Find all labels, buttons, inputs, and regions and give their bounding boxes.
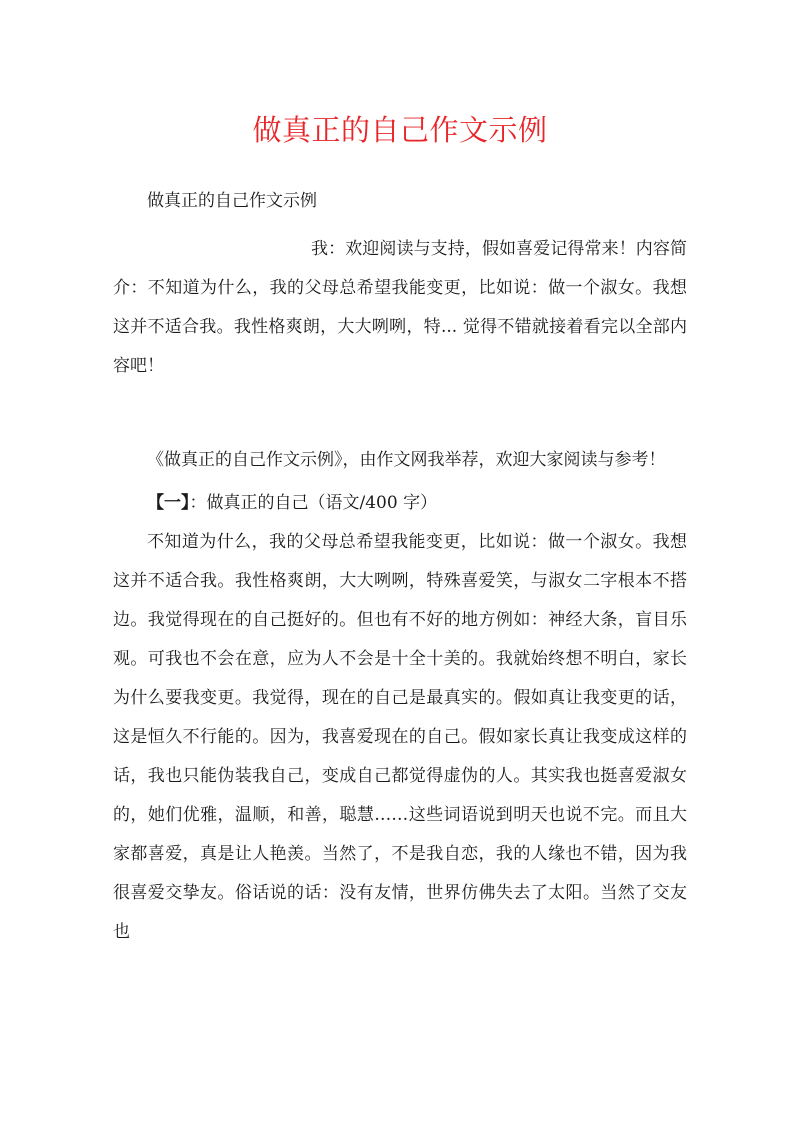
- essay-paragraph: 不知道为什么，我的父母总希望我能变更，比如说：做一个淑女。我想这并不适合我。我性格爽朗，大大咧咧，特殊喜爱笑，与淑女二字根本不搭边。我觉得现在的自己挺好的。但也有不好的地方例如：神经大条，盲目乐观。可我也不会在意，应为人不会是十全十美的。我就始终想不明白，家长为什么要我变更。我觉得，现在的自己是最真实的。假如真让我变更的话，这是恒久不行能的。因为，我喜爱现在的自己。假如家长真让我变成这样的话，我也只能伪装我自己，变成自己都觉得虚伪的人。其实我也挺喜爱淑女的，她们优雅，温顺，和善，聪慧……这些词语说到明天也说不完。而且大家都喜爱，真是让人艳羡。当然了，不是我自恋，我的人缘也不错，因为我很喜爱交挚友。俗话说的话：没有友情，世界仿佛失去了太阳。当然了交友也: [113, 532, 687, 942]
- section-heading: [113, 484, 687, 523]
- document-subtitle: 做真正的自己作文示例: [147, 191, 317, 211]
- document-title: 做真正的自己作文示例: [252, 113, 548, 147]
- document-body: [113, 182, 687, 952]
- section-marker: 【一】: [147, 493, 190, 513]
- summary-paragraph: 我：欢迎阅读与支持，假如喜爱记得常来！内容简介：不知道为什么，我的父母总希望我能变更，比如说：做一个淑女。我想这并不适合我。我性格爽朗，大大咧咧，特... 觉得不错就接着看完以全部内容吧！: [113, 239, 687, 376]
- section-heading-text: ：做真正的自己（语文/400 字）: [189, 493, 438, 513]
- recommend-paragraph: 《做真正的自己作文示例》，由作文网我举荐，欢迎大家阅读与参考！: [147, 450, 666, 470]
